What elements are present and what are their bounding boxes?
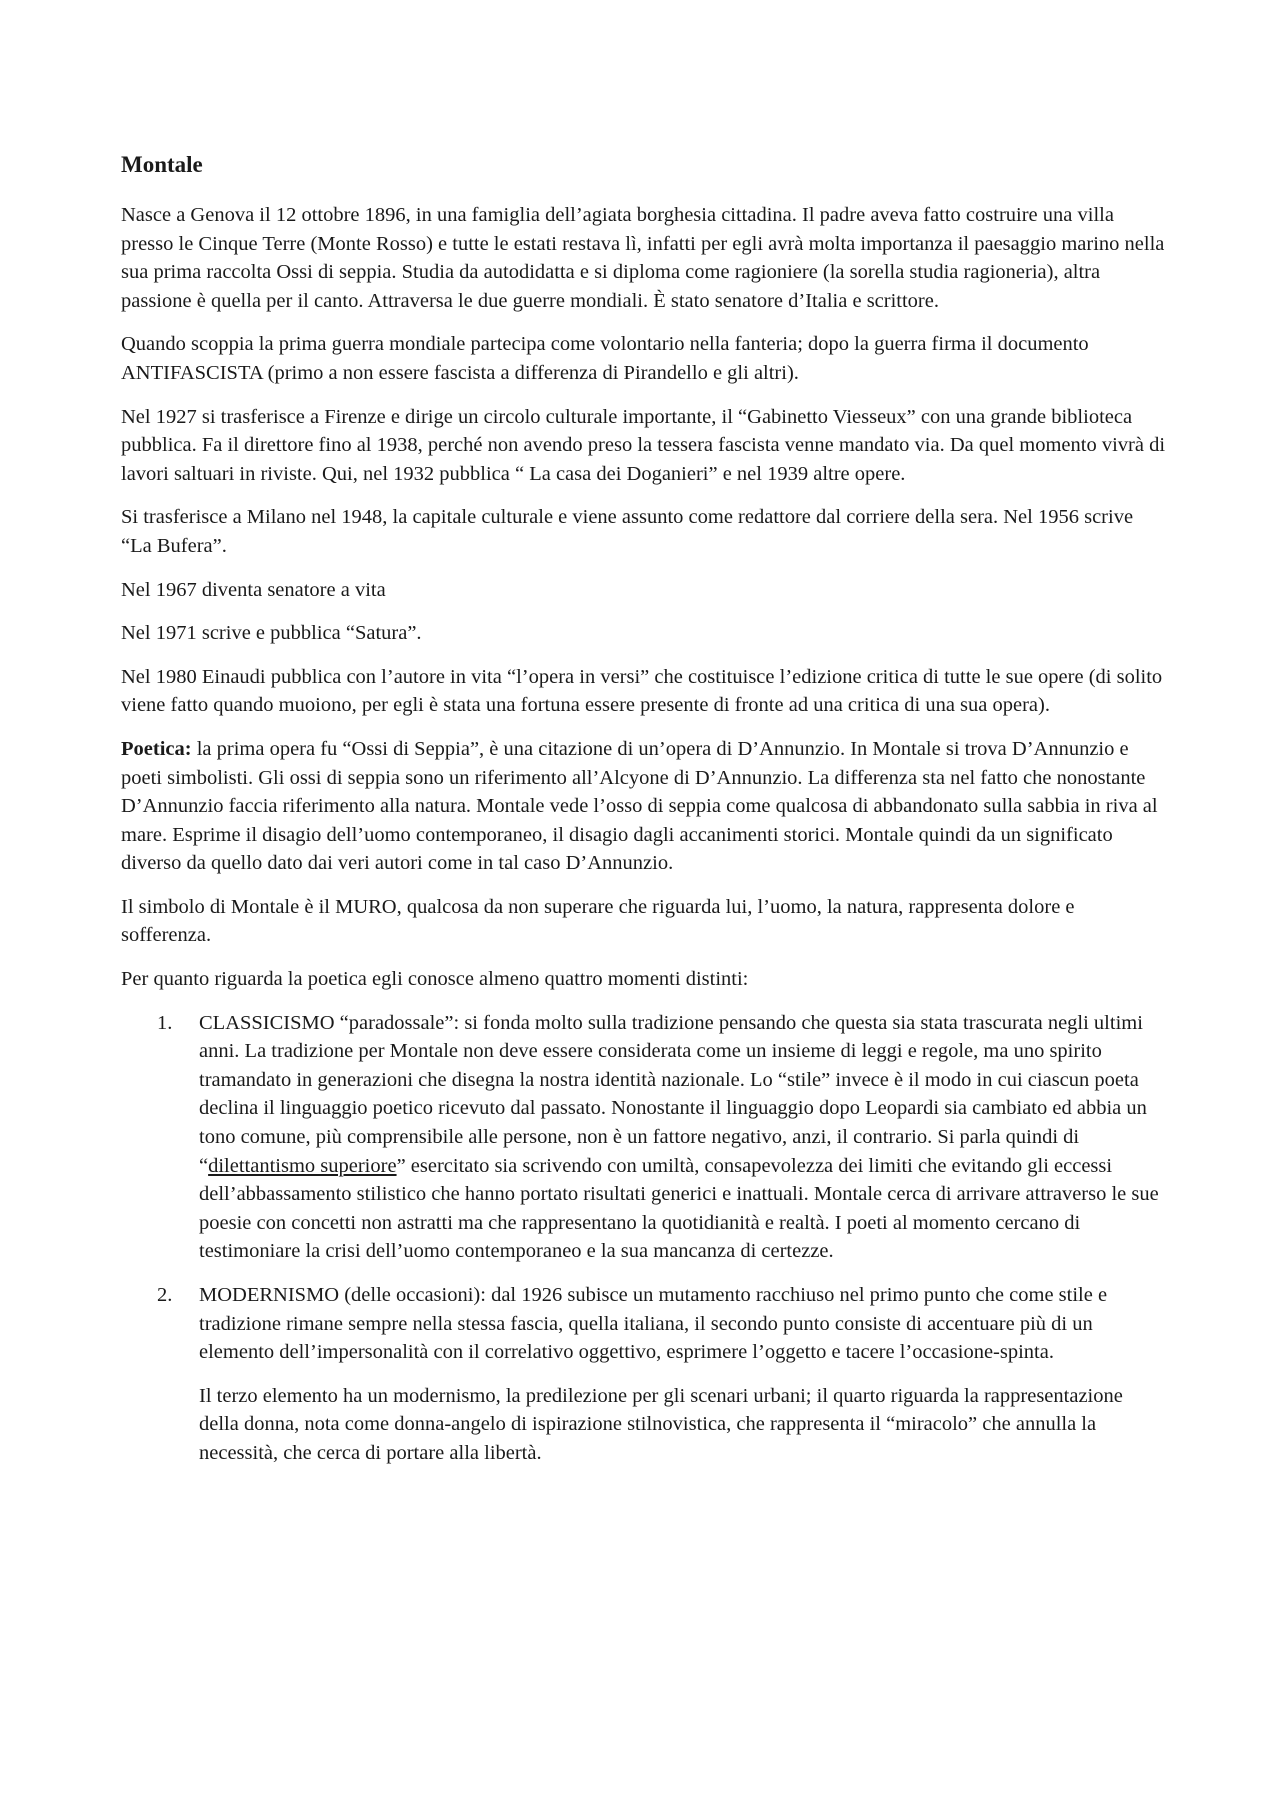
poetica-lead: Poetica: <box>121 737 192 760</box>
list-item-number: 2. <box>157 1284 173 1306</box>
list-item-text-after: ” esercitato sia scrivendo con umiltà, consapevolezza dei limiti che evitando gli eccessi dell’abbassamento stilistico che hanno portato risultati generici e inattuali. Montale cerca di arrivare attraverso le sue poesie con concetti non astratti ma che rappresentano la quotidianità e realtà. I poeti al momento cercano di testimoniare la crisi dell’uomo contemporaneo e la sua mancanza di certezze. <box>199 1154 1159 1263</box>
paragraph-war: Quando scoppia la prima guerra mondiale partecipa come volontario nella fanteria; dopo la guerra firma il documento ANTIFASCISTA (primo a non essere fascista a differenza di Pirandello e gli altri). <box>121 333 1089 384</box>
list-item-text: MODERNISMO (delle occasioni): dal 1926 subisce un mutamento racchiuso nel primo punto che come stile e tradizione rimane sempre nella stessa fascia, quella italiana, il secondo punto consiste di accentuare più di un elemento dell’impersonalità con il correlativo oggettivo, esprimere l’oggetto e tacere l’occasione-spinta. <box>199 1284 1108 1364</box>
poetics-list <box>121 1009 1166 1367</box>
paragraph-muro: Il simbolo di Montale è il MURO, qualcosa da non superare che riguarda lui, l’uomo, la natura, rappresenta dolore e sofferenza. <box>121 895 1075 947</box>
paragraph-1967: Nel 1967 diventa senatore a vita <box>121 578 386 601</box>
paragraph-biography: Nasce a Genova il 12 ottobre 1896, in una famiglia dell’agiata borghesia cittadina. Il padre aveva fatto costruire una villa presso le Cinque Terre (Monte Rosso) e tutte le estati restava lì, infatti per egli avrà molta importanza il paesaggio marino nella sua prima raccolta Ossi di seppia. Studia da autodidatta e si diploma come ragioniere (la sorella studia ragioneria), altra passione è quella per il canto. Attraversa le due guerre mondiali. È stato senatore d’Italia e scrittore. <box>121 204 1165 312</box>
paragraph-1971: Nel 1971 scrive e pubblica “Satura”. <box>121 622 422 645</box>
document-title: Montale <box>121 152 203 177</box>
list-item-text: CLASSICISMO “paradossale”: si fonda molto sulla tradizione pensando che questa sia stata trascurata negli ultimi anni. La tradizione per Montale non deve essere considerata come un insieme di leggi e regole, ma uno spirito tramandato in generazioni che disegna la nostra identità nazionale. Lo “stile” invece è il modo in cui ciascun poeta declina il linguaggio poetico ricevuto dal passato. Nonostante il linguaggio dopo Leopardi sia cambiato ed abbia un tono comune, più comprensibile alle persone, non è un fattore negativo, anzi, il contrario. Si parla quindi di “ <box>199 1011 1147 1177</box>
list-intro: Per quanto riguarda la poetica egli conosce almeno quattro momenti distinti: <box>121 968 749 991</box>
poetica-text: la prima opera fu “Ossi di Seppia”, è una citazione di un’opera di D’Annunzio. In Montale si trova D’Annunzio e poeti simbolisti. Gli ossi di seppia sono un riferimento all’Alcyone di D’Annunzio. La differenza sta nel fatto che nonostante D’Annunzio faccia riferimento alla natura. Montale vede l’osso di seppia come qualcosa di abbandonato sulla sabbia in riva al mare. Esprime il disagio dell’uomo contemporaneo, il disagio dagli accanimenti storici. Montale quindi da un significato diverso da quello dato dai veri autori come in tal caso D’Annunzio. <box>121 737 1158 875</box>
underlined-term: dilettantismo superiore <box>208 1154 397 1177</box>
paragraph-firenze: Nel 1927 si trasferisce a Firenze e dirige un circolo culturale importante, il “Gabinetto Viesseux” con una grande biblioteca pubblica. Fa il direttore fino al 1938, perché non avendo preso la tessera fascista venne mandato via. Da quel momento vivrà di lavori saltuari in riviste. Qui, nel 1932 pubblica “ La casa dei Doganieri” e nel 1939 altre opere. <box>121 405 1166 485</box>
paragraph-poetica <box>121 735 1166 878</box>
list-item <box>121 1009 1166 1266</box>
paragraph-1980: Nel 1980 Einaudi pubblica con l’autore in vita “l’opera in versi” che costituisce l’edizione critica di tutte le sue opere (di solito viene fatto quando muoiono, per egli è stata una fortuna essere presente di fronte ad una critica di una sua opera). <box>121 665 1163 717</box>
list-item-continuation: Il terzo elemento ha un modernismo, la predilezione per gli scenari urbani; il quarto riguarda la rappresentazione della donna, nota come donna-angelo di ispirazione stilnovistica, che rappresenta il “miracolo” che annulla la necessità, che cerca di portare alla libertà. <box>199 1384 1123 1464</box>
paragraph-milano: Si trasferisce a Milano nel 1948, la capitale culturale e viene assunto come redattore dal corriere della sera. Nel 1956 scrive “La Bufera”. <box>121 506 1134 557</box>
document-page <box>121 148 1166 1483</box>
list-item-number: 1. <box>157 1011 173 1034</box>
list-item <box>121 1281 1166 1367</box>
